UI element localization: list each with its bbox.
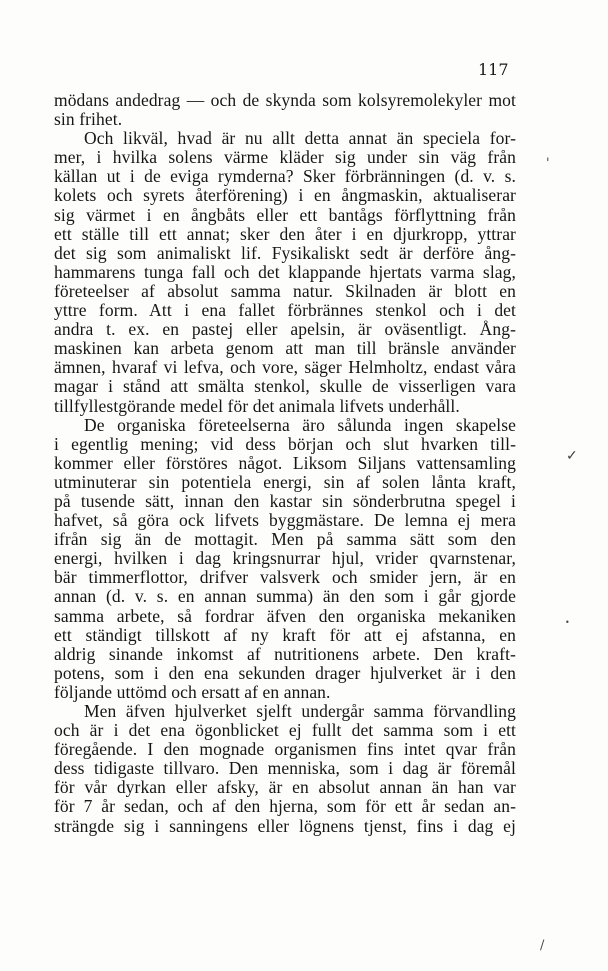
text-line: ifrån sig än de mottagit. Men på samma sätt som den: [54, 529, 516, 550]
text-line: yttre form. Att i ena fallet förbrännes stenkol och i det: [54, 300, 516, 321]
text-line: det sig som animaliskt lif. Fysikaliskt sedt är derföre ång-: [54, 242, 516, 263]
text-line: annan (d. v. s. en annan summa) än den som i går gjorde: [54, 586, 516, 607]
margin-dot: •: [565, 618, 570, 627]
text-line: för 7 år sedan, och af den hjerna, som för ett år sedan an-: [54, 796, 516, 817]
text-line: hafvet, så göra ock lifvets byggmästare. De lemna ej mera: [54, 510, 516, 531]
text-line: samma arbete, så fordrar äfven den organiska mekaniken: [54, 605, 516, 626]
text-line: ett ständigt tillskott af ny kraft för att ej afstanna, en: [54, 624, 516, 645]
text-line: tillfyllestgörande medel för det animala lifvets underhåll.: [54, 395, 460, 416]
text-line: sin frihet.: [54, 109, 123, 130]
body-text: [54, 91, 516, 836]
text-line: ett ställe till ett annat; sker den åter i en djurkropp, yttrar: [54, 223, 516, 244]
text-line: bär timmerflottor, drifver valsverk och smider jern, är en: [54, 567, 516, 588]
text-line: andra t. ex. en pastej eller apelsin, är oväsentligt. Ång-: [54, 319, 516, 340]
text-line: utminuterar sin potentiela energi, sin af solen lånta kraft,: [54, 471, 516, 492]
text-line: källan ut i de eviga rymderna? Sker förbränningen (d. v. s.: [54, 166, 516, 187]
text-line: maskinen kan arbeta genom att man till bränsle använder: [54, 338, 516, 359]
text-line: för vår dyrkan eller afsky, är en absolut annan än han var: [54, 777, 516, 798]
text-line: mer, i hvilka solens värme kläder sig under sin väg från: [54, 147, 516, 168]
text-line: energi, hvilken i dag kringsnurrar hjul, vrider qvarnstenar,: [54, 548, 516, 569]
text-line: följande uttömd och ersatt af en annan.: [54, 681, 331, 702]
text-line: kommer eller förstöres något. Liksom Siljans vattensamling: [54, 452, 516, 473]
text-line: i egentlig mening; vid dess början och slut hvarken till-: [54, 433, 516, 454]
text-line: potens, som i den ena sekunden drager hjulverket är i den: [54, 662, 516, 683]
text-line: dess tidigaste tillvaro. Den menniska, som i dag är föremål: [54, 758, 516, 779]
text-line: kolets och syrets återförening) i en ångmaskin, aktualiserar: [54, 185, 516, 206]
text-line: Men äfven hjulverket sjelft undergår samma förvandling: [84, 701, 516, 721]
text-line: magar i stånd att smälta stenkol, skulle de visserligen vara: [54, 376, 516, 397]
text-line: De organiska företeelserna äro sålunda ingen skapelse: [84, 414, 516, 435]
text-line: föregående. I den mognade organismen fins intet qvar från: [54, 739, 516, 760]
text-line: Och likväl, hvad är nu allt detta annat än speciela for-: [84, 128, 516, 149]
text-line: ämnen, hvaraf vi lefva, och vore, säger Helmholtz, endast våra: [54, 357, 516, 378]
margin-speck: /: [540, 938, 545, 953]
text-line: mödans andedrag — och de skynda som kolsyremolekyler mot: [54, 90, 516, 110]
page-number: 117: [478, 60, 509, 79]
text-line: och är i det ena ögonblicket ej fullt det samma som i ett: [54, 720, 516, 741]
text-line: strängde sig i sanningens eller lögnens tjenst, fins i dag ej: [54, 815, 516, 836]
text-line: på tusende sätt, innan den kastar sin sönderbrutna spegel i: [54, 490, 516, 511]
margin-speck: ': [546, 156, 550, 171]
margin-pencil-mark: ✓: [566, 448, 578, 464]
text-line: hammarens tunga fall och det klappande hjertats varma slag,: [54, 261, 516, 282]
text-line: aldrig sinande inkomst af nutritionens arbete. Den kraft-: [54, 643, 516, 664]
text-line: sig värmet i en ångbåts eller ett bantågs förflyttning från: [54, 204, 516, 225]
text-line: företeelser af absolut samma natur. Skilnaden är blott en: [54, 280, 516, 301]
